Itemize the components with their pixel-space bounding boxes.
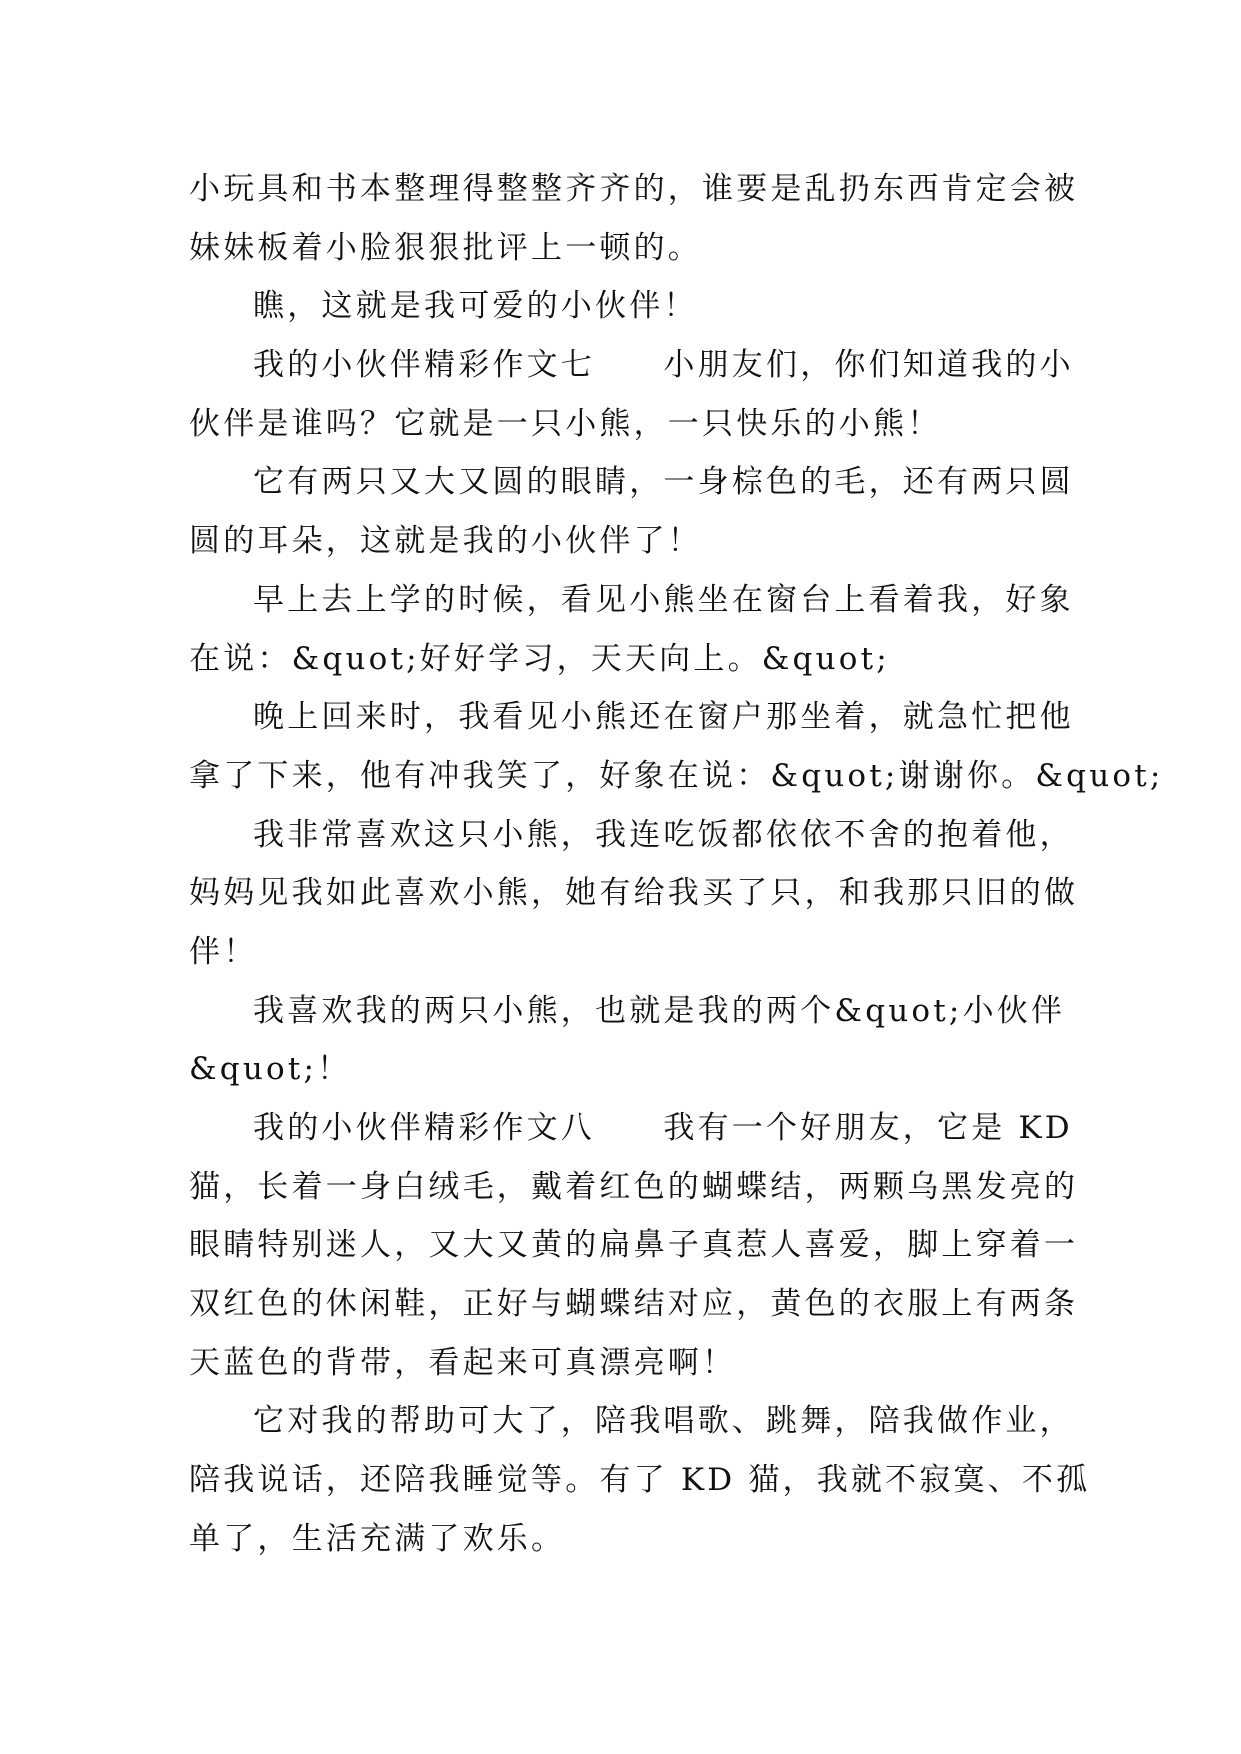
text-line: &quot;！ xyxy=(189,1051,352,1088)
text-line: 早上去上学的时候，看见小熊坐在窗台上看着我，好象 xyxy=(253,581,1074,618)
text-line: 天蓝色的背带，看起来可真漂亮啊！ xyxy=(189,1344,737,1381)
text-line: 伙伴是谁吗？它就是一只小熊，一只快乐的小熊！ xyxy=(189,405,942,442)
text-line: 它对我的帮助可大了，陪我唱歌、跳舞，陪我做作业， xyxy=(253,1403,1074,1440)
text-line: 晚上回来时，我看见小熊还在窗户那坐着，就急忙把他 xyxy=(253,699,1074,736)
document-body xyxy=(189,160,1164,1569)
text-line: 猫，长着一身白绒毛，戴着红色的蝴蝶结，两颗乌黑发亮的 xyxy=(189,1168,1079,1205)
text-line: 拿了下来，他有冲我笑了，好象在说：&quot;谢谢你。&quot; xyxy=(189,757,1164,794)
text-line: 妈妈见我如此喜欢小熊，她有给我买了只，和我那只旧的做 xyxy=(189,875,1079,912)
text-line: 小玩具和书本整理得整整齐齐的，谁要是乱扔东西肯定会被 xyxy=(189,171,1079,207)
text-line: 双红色的休闲鞋，正好与蝴蝶结对应，黄色的衣服上有两条 xyxy=(189,1286,1079,1323)
text-line: 伴！ xyxy=(189,933,258,970)
text-line: 妹妹板着小脸狠狠批评上一顿的。 xyxy=(189,229,702,266)
text-line: 我非常喜欢这只小熊，我连吃饭都依依不舍的抱着他， xyxy=(253,816,1074,853)
text-line: 陪我说话，还陪我睡觉等。有了 KD 猫，我就不寂寞、不孤 xyxy=(189,1462,1091,1499)
text-line: 眼睛特别迷人，又大又黄的扁鼻子真惹人喜爱，脚上穿着一 xyxy=(189,1227,1079,1264)
text-line: 在说：&quot;好好学习，天天向上。&quot; xyxy=(189,640,890,677)
text-line: 单了，生活充满了欢乐。 xyxy=(189,1520,566,1557)
essay-heading-line: 我的小伙伴精彩作文八 我有一个好朋友，它是 KD xyxy=(253,1110,1073,1146)
essay-heading-line: 我的小伙伴精彩作文七 小朋友们，你们知道我的小 xyxy=(253,347,1074,384)
text-line: 瞧，这就是我可爱的小伙伴！ xyxy=(253,288,698,325)
text-line: 它有两只又大又圆的眼睛，一身棕色的毛，还有两只圆 xyxy=(253,464,1074,501)
text-line: 圆的耳朵，这就是我的小伙伴了！ xyxy=(189,523,702,560)
text-line: 我喜欢我的两只小熊，也就是我的两个&quot;小伙伴 xyxy=(253,992,1066,1029)
